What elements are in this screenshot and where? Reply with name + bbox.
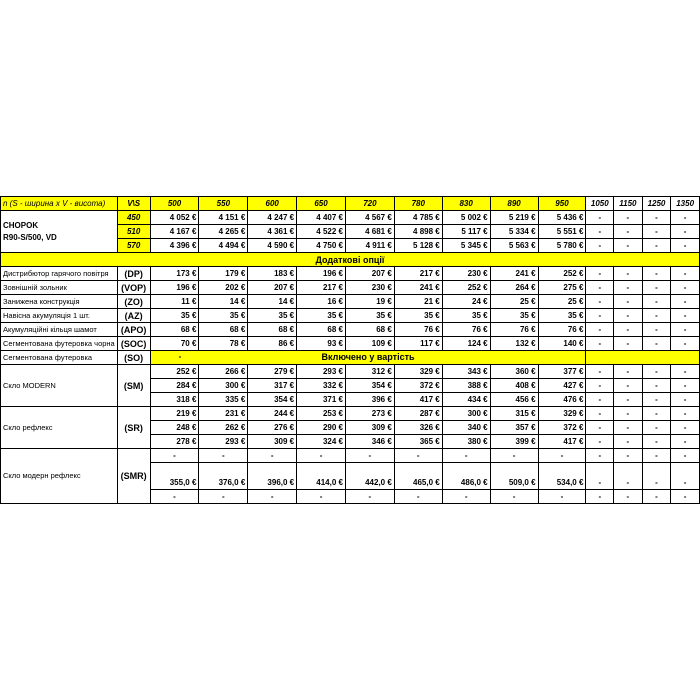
price-cell: 183 € (248, 267, 297, 281)
price-cell: 4 494 € (199, 239, 248, 253)
price-cell: 300 € (199, 379, 248, 393)
price-cell: 287 € (394, 407, 442, 421)
price-cell: 376,0 € (199, 463, 248, 490)
price-cell: 68 € (297, 323, 346, 337)
width-header: 1350 (671, 197, 700, 211)
price-cell: 278 € (150, 435, 199, 449)
price-cell: 343 € (442, 365, 490, 379)
option-name: Сегментована футеровка чорна (1, 337, 118, 351)
product-name (1, 211, 118, 253)
option-code: (SO) (117, 351, 150, 365)
empty-price-cell: - (614, 435, 643, 449)
price-cell: 132 € (490, 337, 538, 351)
price-cell: 360 € (490, 365, 538, 379)
empty-price-cell: - (671, 225, 700, 239)
empty-price-cell: - (586, 267, 614, 281)
price-cell: 300 € (442, 407, 490, 421)
price-cell: 207 € (248, 281, 297, 295)
price-cell: 5 128 € (394, 239, 442, 253)
width-header: 890 (490, 197, 538, 211)
empty-price-cell: - (614, 421, 643, 435)
price-cell: 264 € (490, 281, 538, 295)
price-cell: 396 € (345, 393, 394, 407)
empty-price-cell: - (671, 295, 700, 309)
option-name: Навісна акумуляція 1 шт. (1, 309, 118, 323)
empty-price-cell: - (671, 421, 700, 435)
empty-price-cell: - (671, 379, 700, 393)
price-cell: 5 002 € (442, 211, 490, 225)
height-cell: 450 (117, 211, 150, 225)
empty-price-cell: - (586, 365, 614, 379)
price-cell: 76 € (394, 323, 442, 337)
empty-price-cell: - (199, 449, 248, 463)
empty-price-cell: - (538, 490, 586, 504)
empty-price-cell: - (642, 393, 671, 407)
option-code: (ZO) (117, 295, 150, 309)
price-cell: 279 € (248, 365, 297, 379)
price-cell: 312 € (345, 365, 394, 379)
empty-price-cell: - (671, 267, 700, 281)
price-cell: 4 750 € (297, 239, 346, 253)
width-header: 720 (345, 197, 394, 211)
empty-price-cell: - (642, 267, 671, 281)
price-cell: 76 € (442, 323, 490, 337)
empty-price-cell: - (586, 393, 614, 407)
price-cell: 396,0 € (248, 463, 297, 490)
price-cell: 219 € (150, 407, 199, 421)
empty-price-cell: - (614, 449, 643, 463)
empty-price-cell: - (671, 449, 700, 463)
price-cell: 14 € (248, 295, 297, 309)
empty-price-cell: - (248, 490, 297, 504)
price-cell: 14 € (199, 295, 248, 309)
price-cell: 68 € (150, 323, 199, 337)
price-cell: 4 361 € (248, 225, 297, 239)
empty-price-cell: - (671, 309, 700, 323)
price-cell: 68 € (248, 323, 297, 337)
price-cell: 427 € (538, 379, 586, 393)
price-cell: 329 € (394, 365, 442, 379)
price-cell: 335 € (199, 393, 248, 407)
empty-price-cell: - (642, 323, 671, 337)
price-cell: 253 € (297, 407, 346, 421)
empty-price-cell: - (642, 211, 671, 225)
empty-price-cell: - (586, 337, 614, 351)
option-code: (VOP) (117, 281, 150, 295)
empty-price-cell: - (671, 239, 700, 253)
empty-price-cell: - (642, 449, 671, 463)
price-cell: 173 € (150, 267, 199, 281)
empty-price-cell: - (671, 365, 700, 379)
empty-price-cell: - (642, 309, 671, 323)
price-cell: 434 € (442, 393, 490, 407)
price-cell: 509,0 € (490, 463, 538, 490)
option-code: (DP) (117, 267, 150, 281)
price-cell: 21 € (394, 295, 442, 309)
option-code: (APO) (117, 323, 150, 337)
empty-price-cell: - (642, 435, 671, 449)
empty-price-cell: - (586, 435, 614, 449)
option-row (1, 323, 700, 337)
empty-price-cell: - (614, 393, 643, 407)
empty-price-cell: - (642, 239, 671, 253)
empty-price-cell: - (586, 379, 614, 393)
empty-price-cell: - (671, 463, 700, 490)
price-cell: 315 € (490, 407, 538, 421)
empty-price-cell: - (150, 490, 199, 504)
empty-price-cell: - (642, 225, 671, 239)
option-name: Дистрибютор гарячого повітря (1, 267, 118, 281)
width-header: 600 (248, 197, 297, 211)
price-cell: 4 247 € (248, 211, 297, 225)
price-cell: 273 € (345, 407, 394, 421)
price-cell: 309 € (345, 421, 394, 435)
price-cell: 4 522 € (297, 225, 346, 239)
empty-price-cell: - (586, 463, 614, 490)
empty-price-cell: - (586, 239, 614, 253)
glass-name: Скло рефлекс (1, 407, 118, 449)
price-cell: 35 € (199, 309, 248, 323)
price-cell: 252 € (442, 281, 490, 295)
price-cell: 4 681 € (345, 225, 394, 239)
glass-code: (SM) (117, 365, 150, 407)
s-label: S (134, 198, 141, 208)
price-cell: 35 € (442, 309, 490, 323)
price-cell: 35 € (538, 309, 586, 323)
price-cell: 365 € (394, 435, 442, 449)
price-cell: 19 € (345, 295, 394, 309)
price-cell: 35 € (345, 309, 394, 323)
price-cell: 340 € (442, 421, 490, 435)
empty-price-cell: - (614, 295, 643, 309)
empty-price-cell: - (442, 490, 490, 504)
price-cell: 417 € (394, 393, 442, 407)
empty-price-cell: - (642, 490, 671, 504)
price-cell: 35 € (150, 309, 199, 323)
price-cell: 179 € (199, 267, 248, 281)
price-cell: 76 € (538, 323, 586, 337)
price-cell: 4 396 € (150, 239, 199, 253)
empty-price-cell: - (614, 267, 643, 281)
price-cell: 372 € (538, 421, 586, 435)
option-name: Зовнішній зольник (1, 281, 118, 295)
price-cell: 86 € (248, 337, 297, 351)
price-cell: 4 052 € (150, 211, 199, 225)
price-cell: 109 € (345, 337, 394, 351)
product-name-line1: CHOPOK (3, 220, 39, 230)
empty-price-cell: - (442, 449, 490, 463)
price-cell: 377 € (538, 365, 586, 379)
price-cell: 5 334 € (490, 225, 538, 239)
price-cell: 35 € (248, 309, 297, 323)
price-cell: 408 € (490, 379, 538, 393)
price-cell: 346 € (345, 435, 394, 449)
price-cell: 241 € (394, 281, 442, 295)
price-cell: 5 117 € (442, 225, 490, 239)
empty-price-cell: - (345, 449, 394, 463)
price-cell: 93 € (297, 337, 346, 351)
price-cell: 68 € (345, 323, 394, 337)
price-cell: 357 € (490, 421, 538, 435)
empty-price-cell: - (394, 490, 442, 504)
price-cell: 442,0 € (345, 463, 394, 490)
empty-price-cell: - (671, 435, 700, 449)
price-cell: 4 590 € (248, 239, 297, 253)
price-cell: 4 567 € (345, 211, 394, 225)
price-cell: 326 € (394, 421, 442, 435)
empty-price-cell: - (586, 295, 614, 309)
glass-row (1, 407, 700, 421)
glass-name: Скло модерн рефлекс (1, 449, 118, 504)
empty-price-cell: - (614, 211, 643, 225)
price-cell: 5 219 € (490, 211, 538, 225)
empty-price-cell: - (586, 407, 614, 421)
options-section-title: Додаткові опції (1, 253, 700, 267)
empty-price-cell: - (671, 337, 700, 351)
price-table (0, 196, 700, 504)
price-cell: 476 € (538, 393, 586, 407)
v-s-header: V\S (117, 197, 150, 211)
height-cell: 510 (117, 225, 150, 239)
price-cell: 486,0 € (442, 463, 490, 490)
empty-price-cell: - (614, 323, 643, 337)
empty-price-cell: - (394, 449, 442, 463)
glass-row (1, 365, 700, 379)
option-row (1, 295, 700, 309)
price-cell: 290 € (297, 421, 346, 435)
price-cell: 293 € (297, 365, 346, 379)
included-row (1, 351, 700, 365)
price-cell: 372 € (394, 379, 442, 393)
price-cell: 4 898 € (394, 225, 442, 239)
price-cell: 217 € (394, 267, 442, 281)
empty-price-cell: - (614, 407, 643, 421)
header-row (1, 197, 700, 211)
empty-price-cell: - (199, 490, 248, 504)
price-cell: 4 151 € (199, 211, 248, 225)
price-cell: 124 € (442, 337, 490, 351)
empty-price-cell: - (671, 323, 700, 337)
empty-price-cell: - (490, 490, 538, 504)
empty-price-cell: - (671, 407, 700, 421)
empty-price-cell: - (586, 449, 614, 463)
price-cell: 248 € (150, 421, 199, 435)
width-header: 780 (394, 197, 442, 211)
price-cell: 230 € (345, 281, 394, 295)
price-cell: 355,0 € (150, 463, 199, 490)
empty-price-cell: - (642, 365, 671, 379)
option-code: (AZ) (117, 309, 150, 323)
included-dash: - (178, 352, 182, 361)
empty-price-cell: - (671, 490, 700, 504)
empty-price-cell: - (642, 463, 671, 490)
price-cell: 262 € (199, 421, 248, 435)
price-cell: 230 € (442, 267, 490, 281)
price-cell: 5 345 € (442, 239, 490, 253)
price-cell: 275 € (538, 281, 586, 295)
width-header: 500 (150, 197, 199, 211)
empty-price-cell: - (586, 490, 614, 504)
price-cell: 25 € (490, 295, 538, 309)
empty-price-cell: - (614, 365, 643, 379)
price-cell: 4 265 € (199, 225, 248, 239)
v-label: V (127, 198, 133, 208)
price-cell: 4 911 € (345, 239, 394, 253)
empty-price-cell: - (642, 421, 671, 435)
empty-price-cell: - (671, 393, 700, 407)
empty-price-cell: - (614, 281, 643, 295)
included-note (150, 351, 586, 365)
price-cell: 16 € (297, 295, 346, 309)
empty-price-cell: - (150, 449, 199, 463)
price-cell: 217 € (297, 281, 346, 295)
glass-code: (SR) (117, 407, 150, 449)
price-cell: 35 € (490, 309, 538, 323)
empty-price-cell: - (671, 211, 700, 225)
empty-price-cell: - (248, 449, 297, 463)
price-cell: 4 407 € (297, 211, 346, 225)
price-cell: 76 € (490, 323, 538, 337)
price-cell: 318 € (150, 393, 199, 407)
price-cell: 534,0 € (538, 463, 586, 490)
empty-price-cell: - (642, 337, 671, 351)
empty-price-cell: - (614, 239, 643, 253)
price-cell: 266 € (199, 365, 248, 379)
empty-price-cell: - (586, 281, 614, 295)
price-cell: 117 € (394, 337, 442, 351)
product-row (1, 211, 700, 225)
included-text: Включено у вартість (321, 352, 415, 362)
price-cell: 25 € (538, 295, 586, 309)
empty-price-cell: - (642, 407, 671, 421)
empty-price-cell: - (297, 490, 346, 504)
price-cell: 399 € (490, 435, 538, 449)
price-cell: 241 € (490, 267, 538, 281)
glass-name: Скло MODERN (1, 365, 118, 407)
empty-price-cell: - (586, 421, 614, 435)
price-cell: 317 € (248, 379, 297, 393)
option-code: (SOC) (117, 337, 150, 351)
empty-price-cell: - (586, 323, 614, 337)
price-cell: 244 € (248, 407, 297, 421)
price-cell: 35 € (394, 309, 442, 323)
price-cell: 4 167 € (150, 225, 199, 239)
price-cell: 5 551 € (538, 225, 586, 239)
empty-price-cell: - (642, 379, 671, 393)
price-cell: 324 € (297, 435, 346, 449)
price-cell: 354 € (248, 393, 297, 407)
empty-price-cell: - (614, 225, 643, 239)
dimension-header: n (S - ширина x V - висота) (1, 197, 118, 211)
option-row (1, 337, 700, 351)
width-header: 1250 (642, 197, 671, 211)
price-cell: 5 436 € (538, 211, 586, 225)
empty-price-cell: - (614, 309, 643, 323)
empty-cell (586, 351, 700, 365)
width-header: 1150 (614, 197, 643, 211)
price-cell: 196 € (150, 281, 199, 295)
price-cell: 465,0 € (394, 463, 442, 490)
price-cell: 354 € (345, 379, 394, 393)
section-row (1, 253, 700, 267)
glass-row (1, 449, 700, 463)
width-header: 650 (297, 197, 346, 211)
price-cell: 140 € (538, 337, 586, 351)
price-cell: 380 € (442, 435, 490, 449)
empty-price-cell: - (671, 281, 700, 295)
option-row (1, 309, 700, 323)
price-cell: 329 € (538, 407, 586, 421)
empty-price-cell: - (345, 490, 394, 504)
product-name-line2: R90-S/500, VD (3, 232, 57, 242)
height-cell: 570 (117, 239, 150, 253)
price-cell: 5 563 € (490, 239, 538, 253)
price-cell: 414,0 € (297, 463, 346, 490)
price-cell: 332 € (297, 379, 346, 393)
empty-price-cell: - (586, 211, 614, 225)
empty-price-cell: - (614, 490, 643, 504)
price-cell: 70 € (150, 337, 199, 351)
width-header: 830 (442, 197, 490, 211)
option-row (1, 267, 700, 281)
price-cell: 4 785 € (394, 211, 442, 225)
width-header: 950 (538, 197, 586, 211)
price-cell: 11 € (150, 295, 199, 309)
price-cell: 196 € (297, 267, 346, 281)
price-cell: 293 € (199, 435, 248, 449)
glass-code: (SMR) (117, 449, 150, 504)
price-cell: 202 € (199, 281, 248, 295)
empty-price-cell: - (642, 281, 671, 295)
price-cell: 284 € (150, 379, 199, 393)
empty-price-cell: - (586, 225, 614, 239)
price-cell: 456 € (490, 393, 538, 407)
price-cell: 24 € (442, 295, 490, 309)
empty-price-cell: - (297, 449, 346, 463)
empty-price-cell: - (642, 295, 671, 309)
empty-price-cell: - (614, 337, 643, 351)
price-cell: 309 € (248, 435, 297, 449)
price-cell: 5 780 € (538, 239, 586, 253)
option-name: Сегментована футеровка (1, 351, 118, 365)
price-cell: 78 € (199, 337, 248, 351)
empty-price-cell: - (614, 463, 643, 490)
price-cell: 371 € (297, 393, 346, 407)
price-cell: 417 € (538, 435, 586, 449)
option-name: Занижена конструкція (1, 295, 118, 309)
price-cell: 207 € (345, 267, 394, 281)
empty-price-cell: - (586, 309, 614, 323)
width-header: 550 (199, 197, 248, 211)
empty-price-cell: - (538, 449, 586, 463)
empty-price-cell: - (490, 449, 538, 463)
price-cell: 35 € (297, 309, 346, 323)
price-cell: 388 € (442, 379, 490, 393)
price-cell: 252 € (150, 365, 199, 379)
price-cell: 68 € (199, 323, 248, 337)
price-cell: 276 € (248, 421, 297, 435)
option-name: Акумуляційні кільця шамот (1, 323, 118, 337)
option-row (1, 281, 700, 295)
price-cell: 231 € (199, 407, 248, 421)
width-header: 1050 (586, 197, 614, 211)
empty-price-cell: - (614, 379, 643, 393)
price-cell: 252 € (538, 267, 586, 281)
